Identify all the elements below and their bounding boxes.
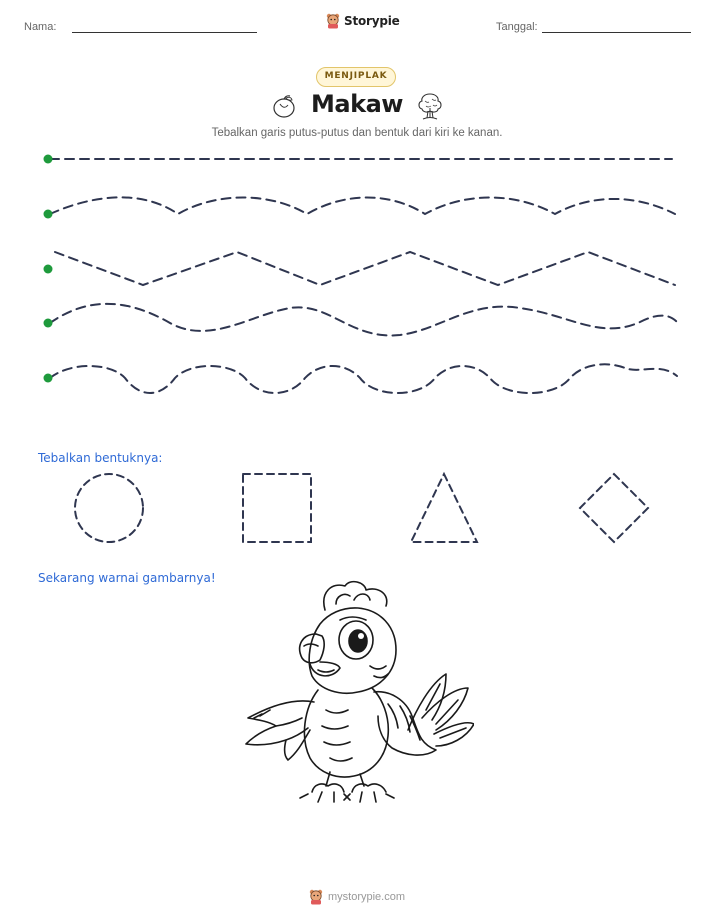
start-dot [44, 265, 53, 274]
coloring-heading: Sekarang warnai gambarnya! [38, 571, 216, 585]
dashed-circle [75, 474, 143, 542]
footer-url[interactable]: mystorypie.com [327, 891, 406, 903]
parrot-illustration [240, 580, 474, 810]
dashed-triangle [411, 474, 477, 542]
instructions: Tebalkan garis putus-putus dan bentuk dari kiri ke kanan. [211, 127, 503, 139]
footer [0, 889, 714, 905]
trace-line-wave [50, 304, 677, 336]
trace-line-zigzag [55, 252, 675, 285]
dashed-diamond [580, 474, 648, 542]
activity-badge: MENJIPLAK [316, 67, 396, 87]
tracing-lines [0, 140, 714, 410]
trace-line-bumps [50, 364, 677, 393]
page-title: Makaw [311, 90, 403, 118]
start-dot [44, 374, 53, 383]
name-field[interactable] [72, 32, 257, 33]
start-dot [44, 210, 53, 219]
date-field[interactable] [542, 32, 691, 33]
dashed-square [243, 474, 311, 542]
trace-line-arc [50, 197, 675, 214]
bear-logo-icon [326, 13, 340, 29]
brand-name: Storypie [344, 14, 400, 28]
start-dot [44, 155, 53, 164]
date-label: Tanggal: [496, 21, 538, 33]
name-label: Nama: [24, 21, 57, 33]
brand-logo [326, 13, 400, 29]
bear-logo-icon [309, 889, 323, 905]
tree-icon [416, 90, 444, 122]
start-dot [44, 319, 53, 328]
shape-tracing-row [0, 465, 714, 555]
shapes-heading: Tebalkan bentuknya: [38, 451, 163, 465]
